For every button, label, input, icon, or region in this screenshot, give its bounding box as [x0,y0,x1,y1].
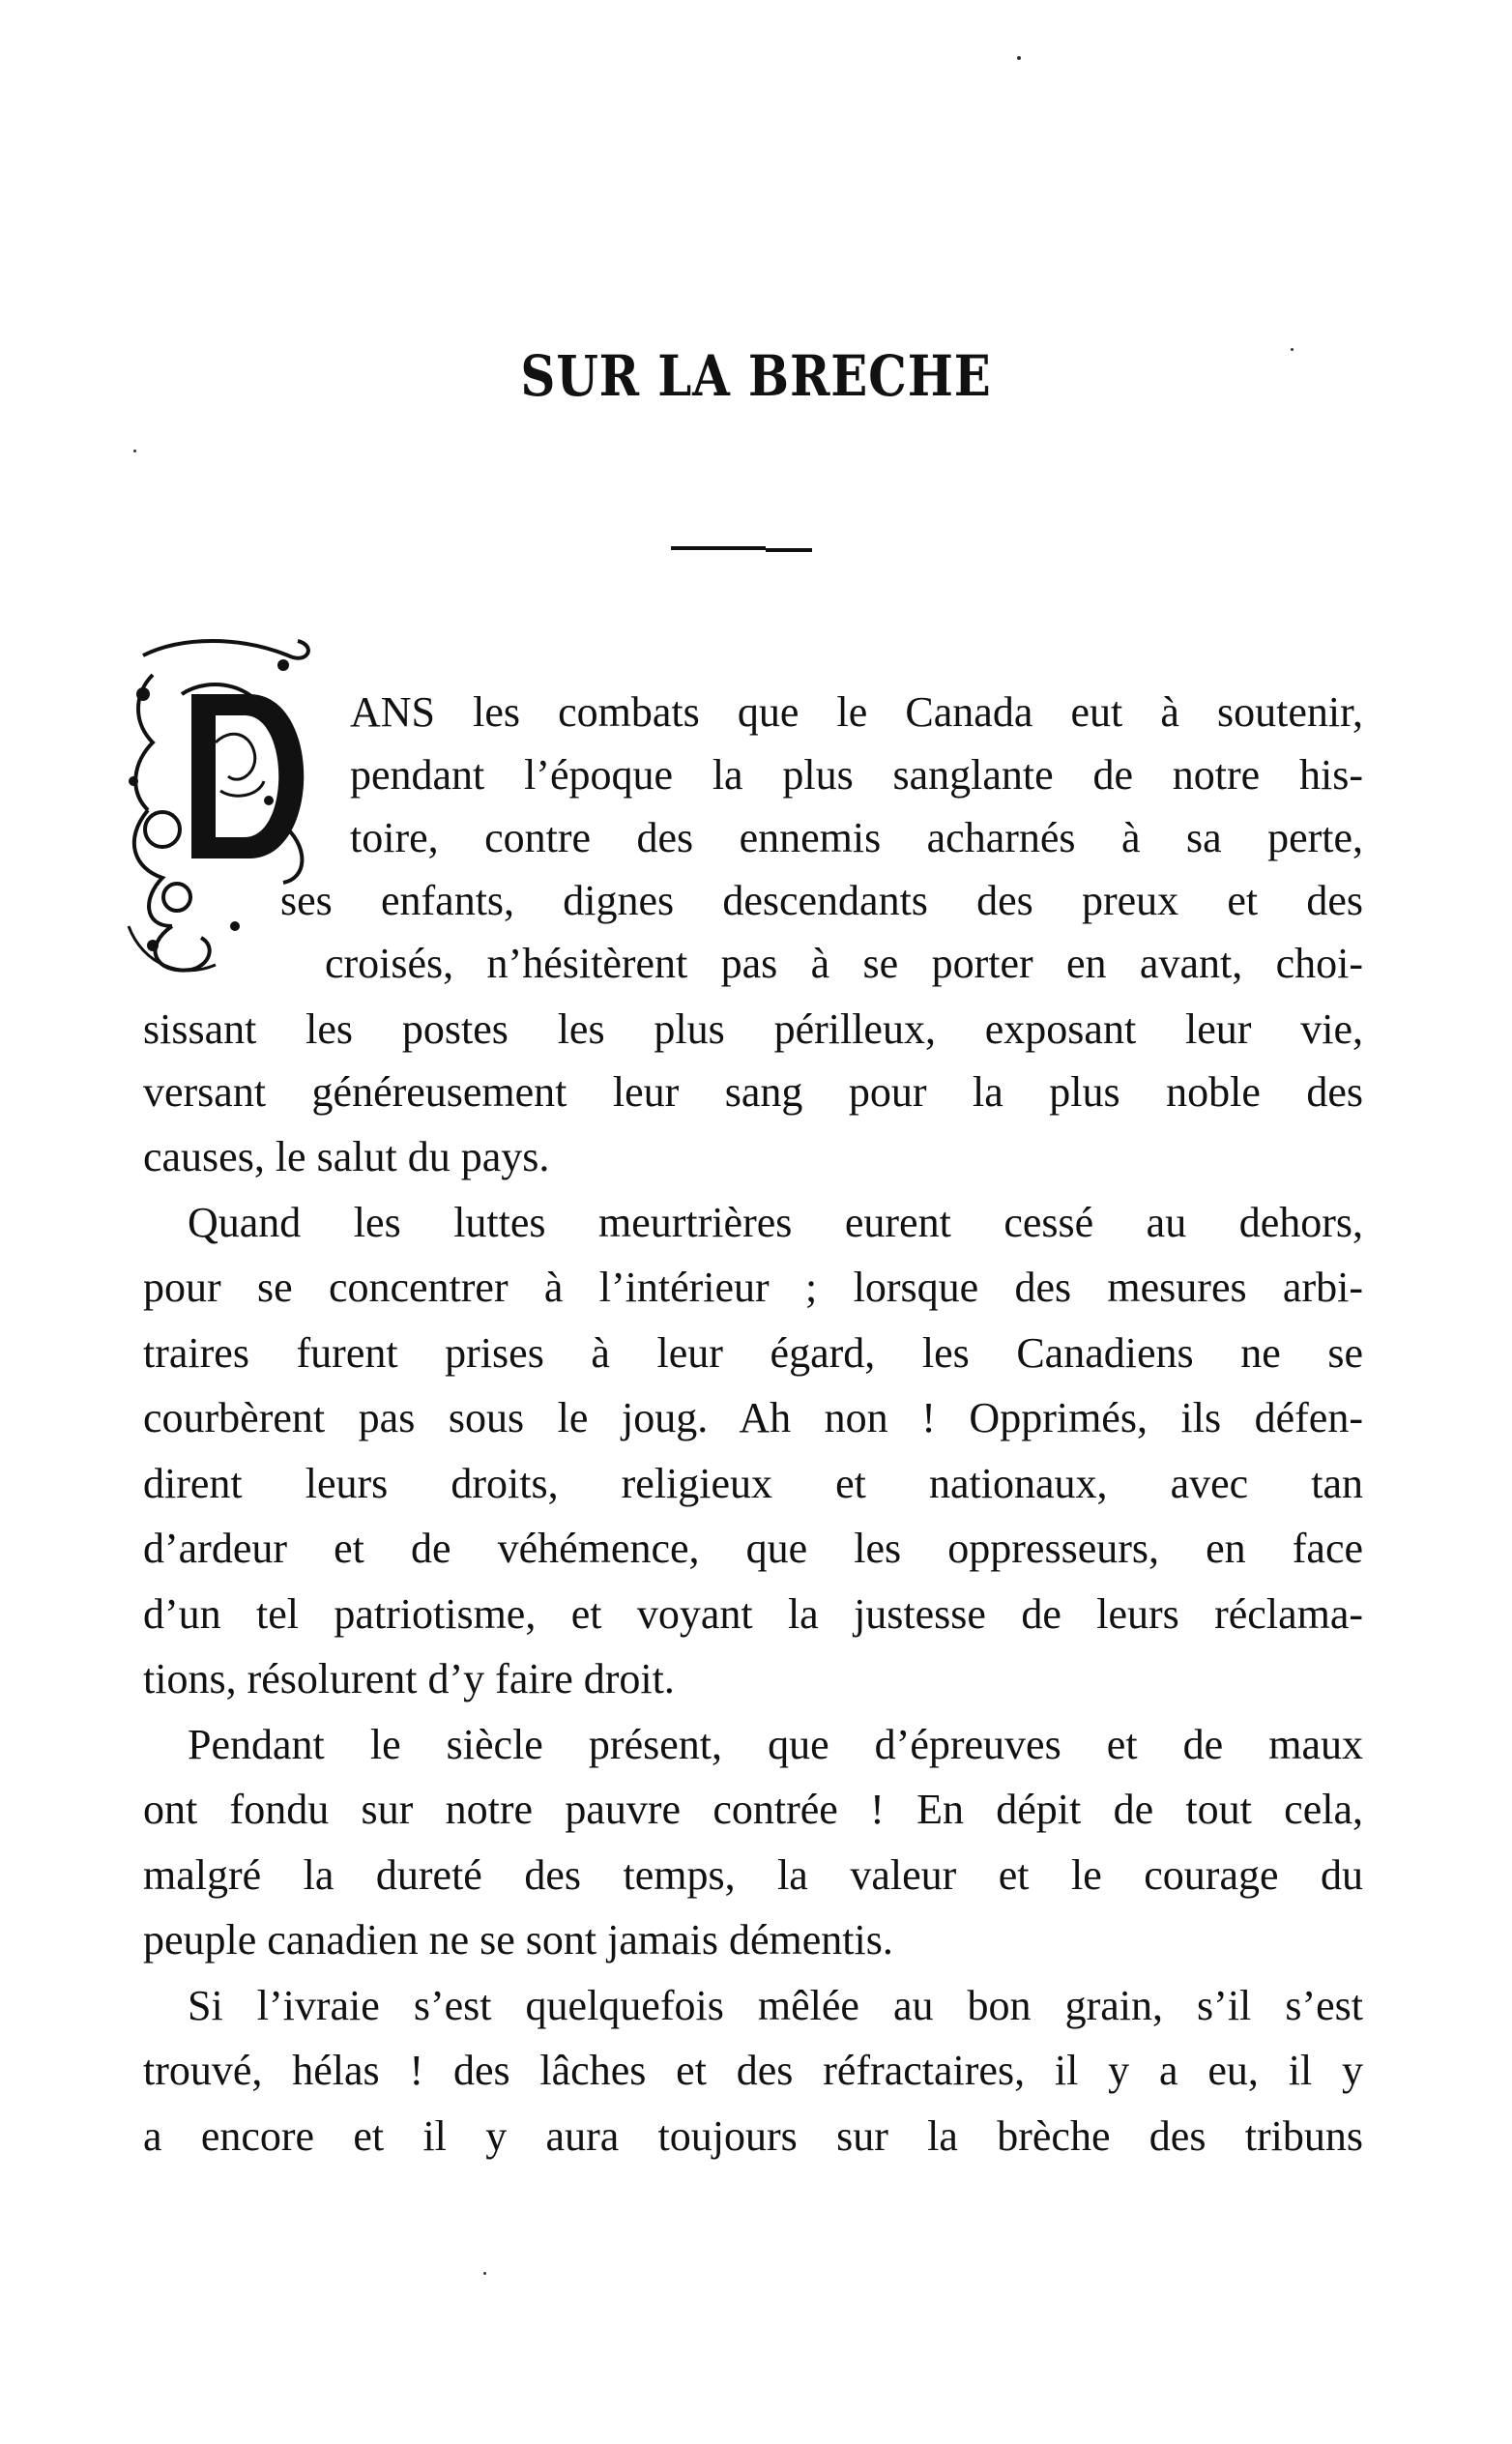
text-line: ont fondu sur notre pauvre contrée ! En dépit de tout cela, [143,1786,1363,1833]
paper-speck [483,2272,486,2275]
text-line: tions, résolurent d’y faire droit. [143,1655,675,1702]
ornamental-drop-cap [124,636,336,994]
chapter-title: SUR LA BRECHE [520,343,992,409]
title-rule [671,546,766,550]
text-line: dirent leurs droits, religieux et nationaux, avec tan [143,1460,1363,1507]
text-line: Pendant le siècle présent, que d’épreuves et de maux [188,1721,1363,1768]
text-line: d’ardeur et de véhémence, que les oppresseurs, en face [143,1525,1363,1572]
text-line: sissant les postes les plus périlleux, exposant leur vie, [143,1005,1363,1053]
paper-speck [1291,348,1294,351]
text-line: courbèrent pas sous le joug. Ah non ! Opprimés, ils défen- [143,1394,1363,1441]
text-line: toire, contre des ennemis acharnés à sa perte, [350,814,1363,861]
text-line: pour se concentrer à l’intérieur ; lorsque des mesures arbi- [143,1264,1363,1311]
text-line: causes, le salut du pays. [143,1133,550,1180]
text-line: d’un tel patriotisme, et voyant la justesse de leurs réclama- [143,1590,1363,1638]
paper-speck [1017,56,1021,60]
text-line: pendant l’époque la plus sanglante de notre his- [350,751,1363,799]
text-line: ANS les combats que le Canada eut à soutenir, [350,688,1363,736]
text-line: a encore et il y aura toujours sur la brèche des tribuns [143,2112,1363,2160]
text-line: malgré la dureté des temps, la valeur et le courage du [143,1851,1363,1899]
text-line: peuple canadien ne se sont jamais démentis. [143,1916,893,1964]
text-line: Quand les luttes meurtrières eurent cessé au dehors, [188,1199,1363,1246]
text-line: traires furent prises à leur égard, les Canadiens ne se [143,1329,1363,1377]
title-rule-tail [766,548,812,552]
paper-speck [133,450,136,452]
drop-cap-letter [124,636,336,994]
text-line: versant généreusement leur sang pour la plus noble des [143,1068,1363,1116]
text-line: Si l’ivraie s’est quelquefois mêlée au bon grain, s’il s’est [188,1982,1363,2029]
text-line: ses enfants, dignes descendants des preux et des [280,877,1363,924]
text-line: trouvé, hélas ! des lâches et des réfractaires, il y a eu, il y [143,2047,1363,2094]
text-line: croisés, n’hésitèrent pas à se porter en avant, choi- [325,940,1363,987]
